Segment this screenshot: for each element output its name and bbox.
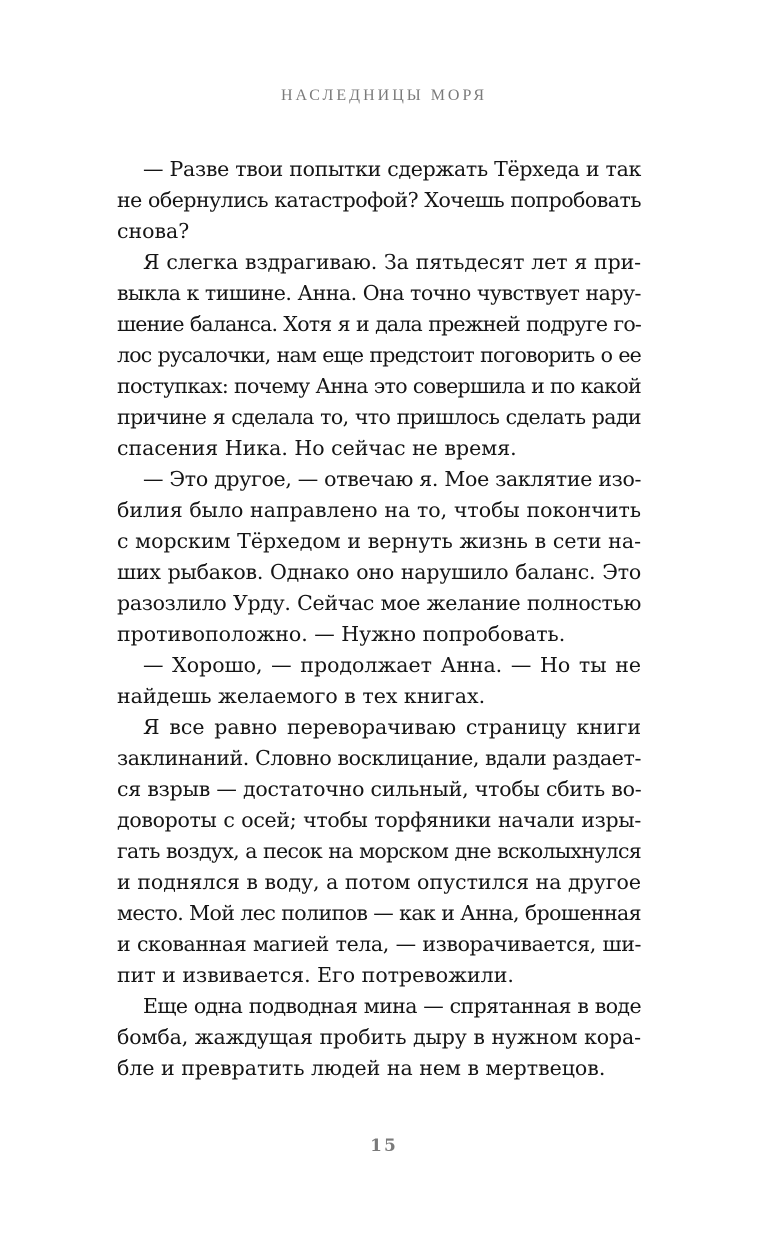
text-line: шение баланса. Хотя я и дала прежней подруге го- [117, 312, 641, 336]
text-line: найдешь желаемого в тех книгах. [117, 684, 486, 708]
text-line: причине я сделала то, что пришлось сделать ради [117, 405, 641, 429]
text-line: выкла к тишине. Анна. Она точно чувствует нару- [117, 281, 641, 305]
paragraph [117, 464, 641, 650]
text-line: довороты с осей; чтобы торфяники начали изры- [117, 808, 641, 832]
text-line: — Это другое, — отвечаю я. Мое заклятие изо- [143, 467, 642, 491]
text-line: билия было направлено на то, чтобы покончить [117, 498, 641, 522]
page-number: 15 [370, 1136, 398, 1156]
running-head: НАСЛЕДНИЦЫ МОРЯ [280, 87, 488, 104]
text-line: Я слегка вздрагиваю. За пятьдесят лет я при- [143, 250, 641, 274]
paragraph [117, 650, 641, 712]
paragraph [117, 154, 641, 247]
text-line: снова? [117, 219, 190, 243]
text-line: и скованная магией тела, — изворачивается, ши- [117, 932, 641, 956]
body-text [117, 154, 641, 1084]
text-line: спасения Ника. Но сейчас не время. [117, 436, 517, 460]
text-line: противоположно. — Нужно попробовать. [117, 622, 566, 646]
text-line: место. Мой лес полипов — как и Анна, брошенная [117, 901, 641, 925]
text-line: и поднялся в воду, а потом опустился на другое [117, 870, 641, 894]
text-line: ся взрыв — достаточно сильный, чтобы сбить во- [117, 777, 642, 801]
text-line: — Хорошо, — продолжает Анна. — Но ты не [143, 653, 641, 677]
paragraph [117, 247, 641, 464]
text-line: ших рыбаков. Однако оно нарушило баланс. Это [117, 560, 641, 584]
text-line: Я все равно переворачиваю страницу книги [143, 715, 641, 739]
text-line: пит и извивается. Его потревожили. [117, 963, 514, 987]
text-line: поступках: почему Анна это совершила и по какой [117, 374, 641, 398]
text-line: с морским Тёрхедом и вернуть жизнь в сети на- [117, 529, 641, 553]
text-line: лос русалочки, нам еще предстоит поговорить о ее [117, 343, 641, 367]
text-line: Еще одна подводная мина — спрятанная в воде [143, 994, 641, 1018]
text-line: не обернулись катастрофой? Хочешь попробовать [117, 188, 641, 212]
text-line: бомба, жаждущая пробить дыру в нужном кора- [117, 1025, 641, 1049]
text-line: гать воздух, а песок на морском дне всколыхнулся [117, 839, 641, 863]
text-line: — Разве твои попытки сдержать Тёрхеда и так [143, 157, 641, 181]
text-line: заклинаний. Словно восклицание, вдали раздает- [117, 746, 641, 770]
paragraph [117, 991, 641, 1084]
text-line: бле и превратить людей на нем в мертвецов. [117, 1056, 606, 1080]
paragraph [117, 712, 641, 991]
text-line: разозлило Урду. Сейчас мое желание полностью [117, 591, 641, 615]
